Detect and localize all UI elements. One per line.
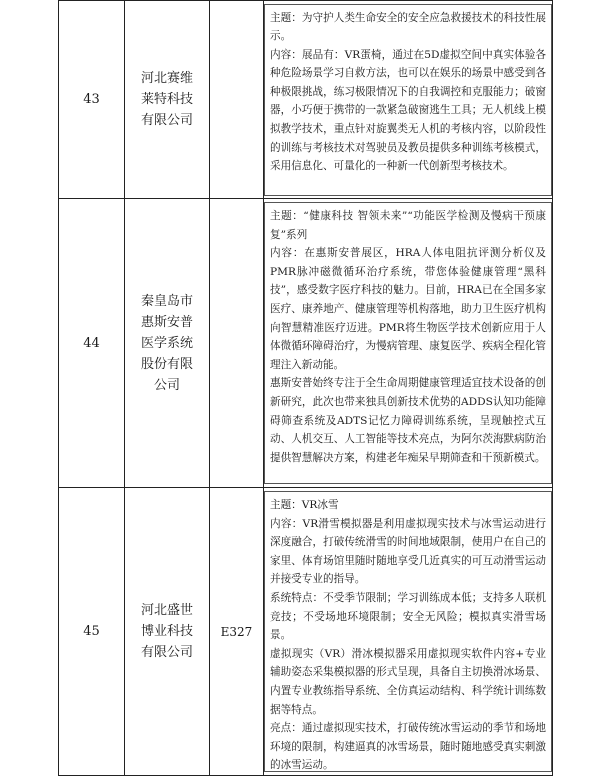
company-name xyxy=(125,1,210,199)
description-box xyxy=(264,202,552,484)
description-cell xyxy=(264,199,553,488)
table-row xyxy=(59,1,553,199)
company-name-line: 医学系统 xyxy=(140,335,193,351)
company-name-line: 河北赛维 xyxy=(140,71,193,86)
company-name-line: 惠斯安普 xyxy=(140,314,193,330)
company-name xyxy=(125,488,210,776)
company-name-line: 公司 xyxy=(153,377,180,393)
booth-number: E327 xyxy=(210,488,264,776)
booth-number xyxy=(210,1,264,199)
company-name-line: 股份有限 xyxy=(140,356,193,372)
theme-text: 主题：为守护人类生命安全的安全应急救援技术的科技性展示。 xyxy=(270,11,546,43)
table-row xyxy=(59,488,553,776)
company-name-line: 有限公司 xyxy=(140,645,193,660)
theme-text: 主题：“健康科技 智领未来”“功能医学检测及慢病干预康复”系列 xyxy=(270,210,546,241)
row-number: 43 xyxy=(59,1,125,199)
content-text: 惠斯安普始终专注于全生命周期健康管理适宜技术设备的创新研究，此次也带来独具创新技术优势的ADDS认知功能障碍筛查系统及ADTS记忆力障碍训练系统，呈现触控式互动、人机交互、人工智能等技术亮点，为阿尔茨海默病防治提供智慧解决方案，构建老年痴呆早期筛查和干预新模式。 xyxy=(270,377,546,464)
description-cell xyxy=(264,1,553,199)
content-text: 内容：VR滑雪模拟器是利用虚拟现实技术与冰雪运动进行深度融合，打破传统滑雪的时间地域限制，使用户在自己的家里、体育场馆里随时随地享受几近真实的可互动滑雪运动并接受专业的指导。 xyxy=(270,517,546,586)
description-box xyxy=(264,4,552,196)
booth-number xyxy=(210,199,264,488)
content-text: 内容：展品有：VR蛋椅，通过在5D虚拟空间中真实体验各种危险场景学习自救方法，也可以在娱乐的场景中感受到各种极限挑战，练习极限情况下的自我调控和克服能力；破窗器，小巧便于携带的一款紧急破窗逃生工具；无人机线上模拟教学技术，重点针对旋翼类无人机的考核内容，以阶段性的训练与考核技术对驾驶员及教员提供多种训练考核模式，采用信息化、可量化的一种新一代创新型考核技术。 xyxy=(270,48,546,173)
theme-text: 主题：VR冰雪 xyxy=(270,499,339,511)
company-name-line: 有限公司 xyxy=(140,113,193,128)
row-number: 44 xyxy=(59,199,125,488)
description-box xyxy=(264,491,552,772)
company-name-line: 莱特科技 xyxy=(140,92,193,107)
company-name-line: 秦皇岛市 xyxy=(140,293,193,309)
content-text: 虚拟现实（VR）滑冰模拟器采用虚拟现实软件内容+专业辅助姿态采集模拟器的形式呈现，具备自主切换滑冰场景、内置专业教练指导系统、全仿真运动结构、科学统计训练数据等特点。 xyxy=(270,647,546,716)
content-text: 系统特点：不受季节限制；学习训练成本低；支持多人联机竞技；不受场地环境限制；安全无风险；模拟真实滑雪场景。 xyxy=(270,591,546,642)
company-name xyxy=(125,199,210,488)
content-text: 内容：在惠斯安普展区，HRA人体电阻抗评测分析仪及PMR脉冲磁微循环治疗系统，带您体验健康管理“黑科技”，感受数字医疗科技的魅力。目前，HRA已在全国多家医疗、康养地产、健康管理等机构落地，助力卫生医疗机构向智慧精准医疗迈进。PMR将生物医学技术创新应用于人体微循环障碍治疗，为慢病管理、康复医学、疾病全程化管理注入新动能。 xyxy=(270,247,546,371)
table-row xyxy=(59,199,553,488)
row-number: 45 xyxy=(59,488,125,776)
company-name-line: 河北盛世 xyxy=(140,603,193,618)
company-name-line: 博业科技 xyxy=(140,624,193,639)
content-text: 亮点：通过虚拟现实技术，打破传统冰雪运动的季节和场地环境的限制，构建逼真的冰雪场景，随时随地感受真实刺激的冰雪运动。 xyxy=(270,722,546,772)
description-cell xyxy=(264,488,553,776)
exhibitor-table xyxy=(58,0,553,776)
